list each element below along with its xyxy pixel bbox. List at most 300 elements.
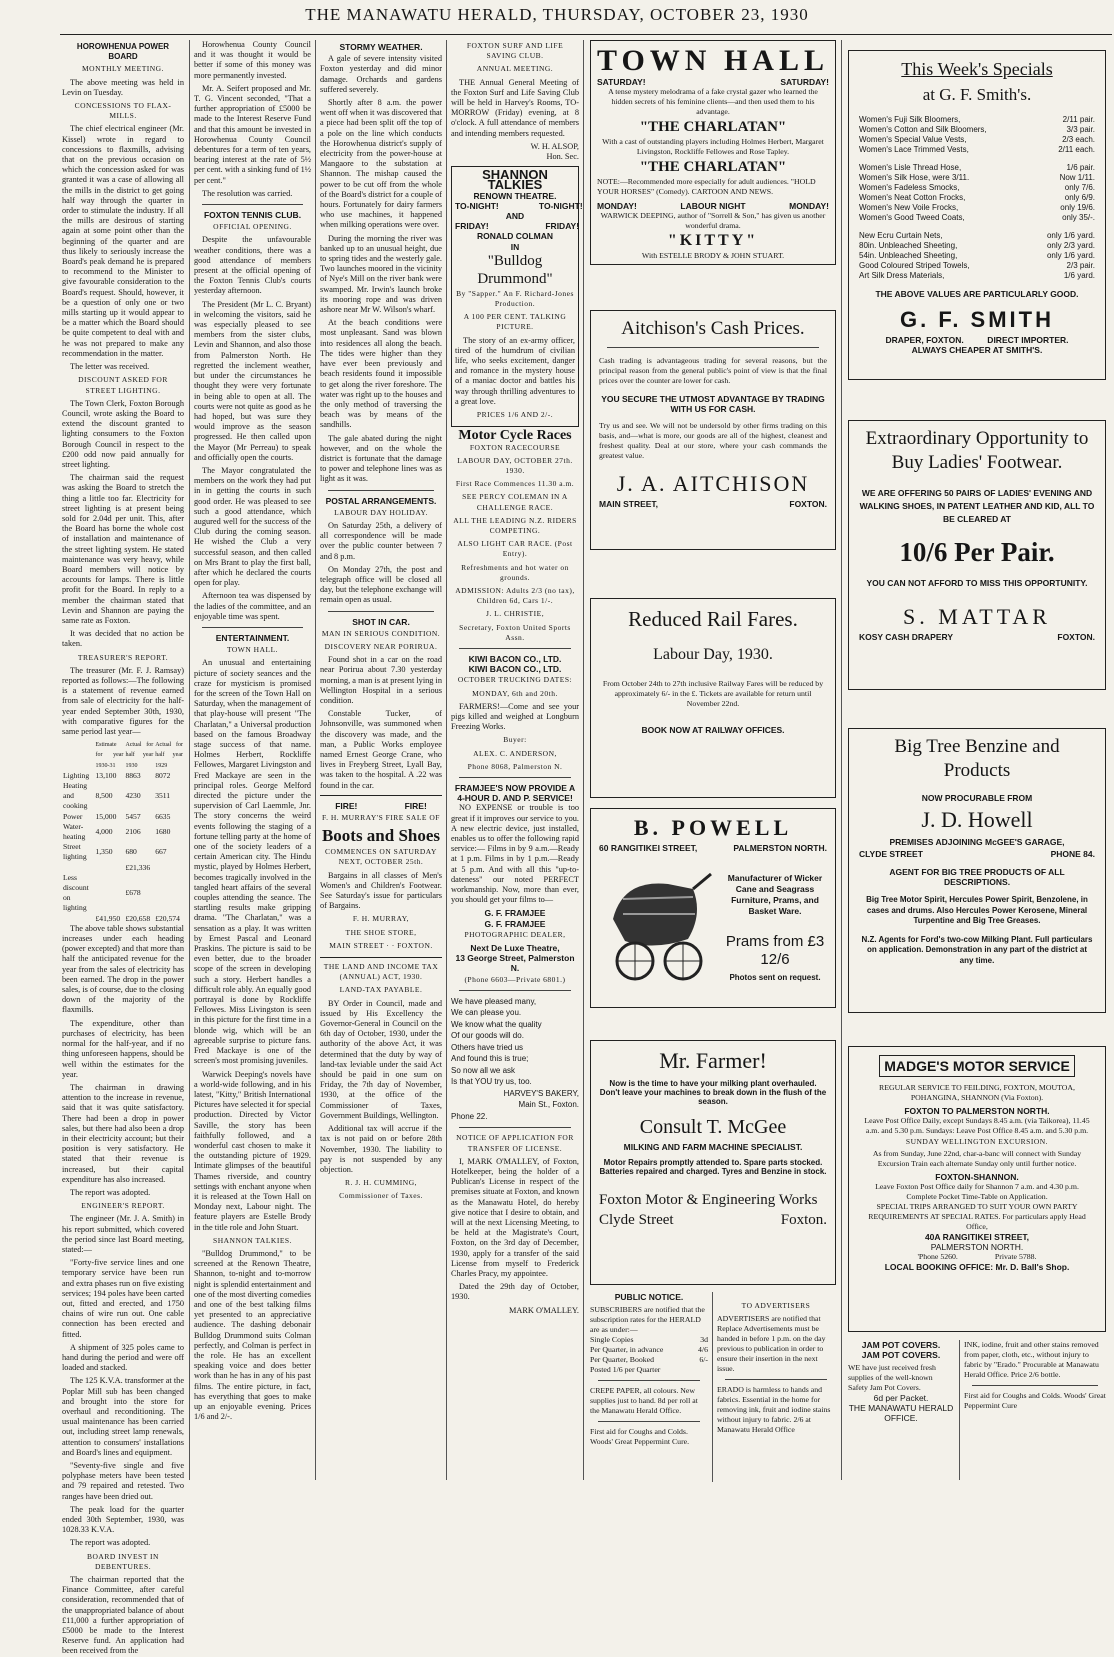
surf-heading: FOXTON SURF AND LIFE SAVING CLUB.	[466, 41, 564, 61]
pram-illustration	[603, 869, 715, 989]
public-body: SUBSCRIBERS are notified that the subscription rates for the HERALD are as under:—	[590, 1305, 705, 1334]
aitchison-bold: YOU SECURE THE UTMOST ADVANTAGE BY TRADING WITH US FOR CASH.	[601, 393, 825, 414]
paragraph: The President (Mr L. C. Bryant) in welcoming the visitors, said he was especially pleased to see members from the sister clubs, Levin and Shannon, and also those from Palmerston North. He regretted the inclement weather, but under the circumstances he thought they were very fortunate in being able to open at all. The courts were not quite as good as he had hoped, but was sure they would improve as the season progressed. He then called upon the Mayor (Mr Perreau) to speak and officially open the courts.	[194, 299, 311, 462]
rate-label: Per Quarter, Booked	[590, 1355, 654, 1364]
photos-note: Photos sent on request.	[729, 973, 821, 982]
aitchison-paragraph: Try us and see. We will not be undersold by other firms trading on this basis, and—what is more, our goods are all of the highest, cleanest and freshest quality. Deal at our store, where your cash commands the greatest value.	[599, 421, 827, 461]
list-item	[859, 183, 1095, 193]
table-cell: 4230	[125, 791, 141, 801]
paragraph: "Bulldog Drummond," to be screened at the Renown Theatre, Shannon, to-night and to-morrow night is splendid entertainment and one of the most diverting comedies and one of the best talking films yet presented to an appreciative audience. The dashing debonair Bulldog Drummond suits Colman perfectly, and Colman is perfect in the role. He has an excellent speaking voice and does better work than he has in any of his past films. The entire picture, in fact, has everything that goes to make up an enjoyable evening. Prices 1/6 and 2/-.	[194, 1248, 311, 1422]
revenue-table	[62, 740, 184, 924]
shannon-in: IN	[510, 241, 520, 252]
mc-admission: ADMISSION: Adults 2/3 (no tax), Children 6d, Cars 1/-.	[455, 585, 575, 606]
shannon-star: RONALD COLMAN	[476, 231, 554, 242]
headline-entertainment: ENTERTAINMENT.	[215, 632, 290, 643]
shannon-friday: FRIDAY! FRIDAY!	[455, 221, 580, 232]
howell-products: Big Tree Motor Spirit, Hercules Power Spirit, Benzolene, in cases and drums. Also Hercules Power Kerosene, Mineral Turpentine and Big Tree Greases.	[866, 895, 1088, 925]
mr-farmer-ad	[590, 1040, 836, 1285]
fire-big-title: Boots and Shoes	[321, 826, 441, 846]
paragraph: The Mayor congratulated the members on the work they had put in in getting the courts in such good order. He was pleased to see such a good attendance, which augured well for the success of the Club during the coming season. He wished the Club a very successful season, and then called on Mrs Brant to play the first ball, after which he declared the courts open for play.	[194, 465, 311, 588]
fire-sale-line: F. H. MURRAY'S FIRE SALE OF	[322, 813, 440, 823]
consult-mcgee: Consult T. McGee	[639, 1116, 787, 1138]
table-cell: £41,950	[95, 913, 121, 923]
table-cell: 2106	[125, 826, 141, 836]
madge-local: LOCAL BOOKING OFFICE: Mr. D. Ball's Shop.	[884, 1262, 1070, 1272]
erado-note: ERADO is harmless to hands and fabrics. Essential in the home for removing ink, fruit and iodine stains without injury to fabric. 2/6 at Manawatu Herald Office	[717, 1385, 831, 1434]
charlatan-title: "THE CHARLATAN"	[639, 119, 787, 135]
shannon-by: By "Sapper." An F. Richard-Jones Production.	[456, 288, 574, 309]
big-tree-title: Big Tree Benzine and Products	[894, 736, 1060, 781]
powell-address-2: PALMERSTON NORTH.	[733, 843, 827, 853]
mc-start: First Race Commences 11.30 a.m.	[455, 479, 575, 489]
list-item	[859, 125, 1095, 135]
prams-price: Prams from £3 12/6	[725, 933, 825, 968]
subhead-town-hall: TOWN HALL.	[226, 645, 279, 655]
table-cell: 15,000	[95, 811, 117, 821]
table-cell: 3511	[155, 791, 171, 801]
table-cell: 8863	[125, 770, 141, 780]
mc-venue: FOXTON RACECOURSE	[469, 442, 561, 452]
town-hall-blurb: A tense mystery melodrama of a fake crystal gazer who learned the hidden secrets of his feminine clients—and then used them to his advantage.	[608, 87, 818, 116]
rail-title: Reduced Rail Fares.	[628, 607, 798, 631]
tax-subheading: LAND-TAX PAYABLE.	[339, 985, 423, 995]
table-cell	[154, 863, 184, 873]
fire-address: MAIN STREET · · FOXTON.	[329, 940, 433, 950]
column-1	[62, 40, 184, 1656]
mattar-miss: YOU CAN NOT AFFORD TO MISS THIS OPPORTUNITY.	[866, 578, 1088, 588]
paragraph: On Saturday 25th, a delivery of all correspondence will be made over the public counter between 7 and 8 p.m.	[320, 520, 442, 561]
mc-percy: SEE PERCY COLEMAN IN A CHALLENGE RACE.	[462, 492, 568, 512]
paragraph: A shipment of 325 poles came to hand during the period and were off loaded and stacked.	[62, 1342, 184, 1373]
table-cell	[94, 863, 124, 873]
mattar-shop: KOSY CASH DRAPERY	[859, 632, 953, 642]
table-cell: Street lighting	[63, 842, 87, 862]
table-row	[62, 863, 184, 873]
headline-power-board: HOROWHENUA POWER BOARD	[76, 42, 170, 62]
paragraph: FARMERS!—Come and see your pigs killed and weighed at Longburn Freezing Works.	[451, 701, 579, 732]
paragraph: Found shot in a car on the road near Porirua about 7.30 yesterday morning, a man is at present lying in Wellington Hospital in a serious condition.	[320, 655, 442, 705]
divider	[459, 777, 571, 778]
madge-special: SPECIAL TRIPS ARRANGED TO SUIT YOUR OWN PARTY REQUIREMENTS AT SPECIAL RATES. For particulars apply Head Office,	[868, 1202, 1086, 1231]
works-town: Foxton.	[780, 1212, 827, 1228]
table-cell: £20,574	[155, 913, 180, 923]
item-name: Women's Special Value Vests,	[859, 135, 967, 144]
surf-role: Hon. Sec.	[546, 152, 579, 162]
headline-shot: SHOT IN CAR.	[352, 616, 410, 627]
item-price: 3/3 pair.	[1066, 125, 1095, 134]
paragraph: On Monday 27th, the post and telegraph office will be closed all day, but the telephone exchange will remain open as usual.	[320, 564, 442, 605]
mattar-town: FOXTON.	[1057, 632, 1095, 642]
list-item	[859, 145, 1095, 155]
table-cell: 6635	[155, 811, 171, 821]
jam-office: THE MANAWATU HERALD OFFICE.	[848, 1403, 954, 1423]
table-cell: £20,658	[125, 913, 151, 923]
item-name: Good Coloured Striped Towels,	[859, 261, 970, 270]
shannon-tonight: TO-NIGHT! TO-NIGHT!	[455, 200, 583, 211]
divider	[598, 1380, 700, 1381]
kiwi-buyer: Buyer:	[503, 735, 527, 745]
big-tree-ad	[848, 728, 1106, 1013]
mattar-price: 10/6 Per Pair.	[899, 537, 1055, 567]
table-cell: 667	[155, 847, 167, 857]
table-row	[62, 812, 184, 822]
table-header-row	[62, 740, 184, 771]
masthead-title: THE MANAWATU HERALD, THURSDAY, OCTOBER 23, 1930	[305, 5, 809, 24]
fire-sale-ad	[320, 795, 442, 958]
subhead-engineer: ENGINEER'S REPORT.	[81, 1201, 165, 1211]
tax-signature: R. J. H. CUMMING,	[344, 1178, 418, 1188]
column-rule	[959, 1340, 960, 1480]
mattar-title: Extraordinary Opportunity to Buy Ladies' Footwear.	[865, 428, 1089, 473]
paragraph: The above table shows substantial increases under each heading (power excepted) and that more than half the anticipated revenue for the year from the sales of electricity has been earned. The drop in the power sales, is of course, due to the closing down of the majority of the flaxmills.	[62, 923, 184, 1015]
specials-ad	[848, 50, 1106, 380]
paragraph: The peak load for the quarter ended 30th September, 1930, was 1028.33 K.V.A.	[62, 1504, 184, 1535]
motor-cycle-title: Motor Cycle Races	[458, 428, 572, 444]
madge-times-1: Leave Post Office Daily, except Sundays 8.45 a.m. (via Taikorea), 11.45 a.m. and 5.30 p.m. Sundays: Leave Post Office 8.45 a.m. and 5.30 p.m.	[864, 1116, 1090, 1135]
masthead-rule	[60, 34, 1112, 35]
headline-storm: STORMY WEATHER.	[339, 42, 423, 52]
rate-value: 3d	[700, 1335, 708, 1344]
specials-list-1	[859, 115, 1095, 155]
paragraph: Bargains in all classes of Men's Women's and Children's Footwear. See Saturday's issue for particulars of Bargains.	[320, 870, 442, 911]
column-rule	[189, 40, 190, 1480]
howell-premises: PREMISES ADJOINING McGEE'S GARAGE,	[889, 837, 1065, 847]
mc-date: LABOUR DAY, OCTOBER 27th. 1930.	[457, 455, 573, 475]
smith-tag: DRAPER, FOXTON. DIRECT IMPORTER.	[885, 335, 1069, 345]
specials-subtitle: at G. F. Smith's.	[922, 85, 1032, 104]
fire-date: COMMENCES ON SATURDAY NEXT, OCTOBER 25th.	[325, 847, 437, 867]
mattar-offer: WE ARE OFFERING 50 PAIRS OF LADIES' EVENING AND WALKING SHOES, IN PATENT LEATHER AND KID, ALL TO BE CLEARED AT	[859, 488, 1095, 524]
powell-title: B. POWELL	[633, 815, 793, 840]
paragraph: Warwick Deeping's novels have a world-wide following, and in his latest, "Kitty," British International Pictures have selected it for special production. Directed by Victor Saville, the story has been faithfully followed, and a wonderful cast chosen to make it the outstanding picture of 1929. Intimate glimpses of the beautiful Thames riverside, and country settings with enchant anyone when it is released at the Town Hall on Monday next, Labour night. The feature players are Estelle Brody in the title role and John Stuart.	[194, 1069, 311, 1232]
subhead-discount: DISCOUNT ASKED FOR STREET LIGHTING.	[78, 375, 168, 395]
specials-title: This Week's Specials	[901, 59, 1053, 79]
rate-label: Per Quarter, in advance	[590, 1345, 664, 1354]
deeping-line: WARWICK DEEPING, author of "Sorrell & Son," has given us another wonderful drama.	[600, 211, 826, 230]
farmer-services: Motor Repairs promptly attended to. Spare parts stocked. Batteries repaired and charged. Tyres and Benzine in stock.	[599, 1158, 827, 1176]
item-price: only 35/-.	[1062, 213, 1095, 222]
table-cell	[94, 873, 124, 914]
item-price: only 7/6.	[1064, 183, 1095, 192]
ink-stains-ad	[964, 1340, 1106, 1480]
jam-heading: JAM POT COVERS.	[861, 1350, 941, 1360]
kiwi-dates-heading: OCTOBER TRUCKING DATES:	[457, 675, 573, 685]
list-item	[859, 193, 1095, 203]
shannon-renown: RENOWN THEATRE.	[473, 190, 557, 201]
mc-refresh: Refreshments and hot water on grounds.	[461, 562, 569, 582]
item-name: Women's Lace Trimmed Vests,	[859, 145, 969, 154]
advertisers-notice	[717, 1300, 835, 1480]
table-header: Actual for half year 1929	[155, 742, 183, 769]
paragraph: An unusual and entertaining picture of society seances and the craze for mysticism is promised for the screen of the Town Hall on Saturday, when the management of that play-house will present "The Charlatan," a Universal production based on the famous Broadway stage success of that name. Holmes Herbert, Rockliffe Fellowes, Margaret Livingston and Fred Mackaye are seen in the principal roles. George Melford directed the picture under the supervision of Carl Laemmle, Jnr. The story concerns the weird events following the staging of a fortune telling party at the home of one of the society leaders of a certain American city. The Hindu mystic, played by Holmes Herbert, becomes tragically involved in the tangled heart affairs of the several couples attending the seance. The startling results make gripping drama. "The Charlatan," was a sensation as a play. It was written by Ernest Pascal and Leonard Praskins. The picture is said to be even better, due to the broader scope of the screen in developing such a story. Herbert handles a difficult role ably. An equally good portrayal is done by Rockliffe Fellowes. Miss Livingston is seen in this picture for the first time in a blonde wig, which will be an agreeable surprise to picture fans. Fred Mackaye is one of the screen's most promising juveniles.	[194, 658, 311, 1066]
divider	[607, 347, 819, 348]
paragraph: The engineer (Mr. J. A. Smith) in his report submitted, which covered the period since last Board meeting, stated:—	[62, 1214, 184, 1254]
howell-name: J. D. Howell	[921, 807, 1033, 832]
item-name: Women's Fadeless Smocks,	[859, 183, 960, 192]
item-name: 54in. Unbleached Sheeting,	[859, 251, 958, 260]
paragraph: The story of an ex-army officer, tired of the humdrum of civilian life, who seeks excitement, danger and romance in the mystery house of a maniac doctor and battles his way through thrilling adventures to a great love.	[455, 335, 575, 406]
table-cell: 1680	[155, 826, 171, 836]
paragraph: The resolution was carried.	[202, 188, 293, 198]
paragraph: The Town Clerk, Foxton Borough Council, wrote asking the Board to extend the discount granted to lighting consumers to the Foxton Borough Council in respect to the £200 odd now paid annually for street lighting.	[62, 398, 184, 469]
madge-timetable: Complete Pocket Time-Table on Application.	[906, 1192, 1048, 1201]
advertisers-title: TO ADVERTISERS	[741, 1301, 811, 1310]
jam-heading: JAM POT COVERS.	[861, 1340, 941, 1350]
paragraph: The chairman reported that the Finance Committee, after careful consideration, recommended that of the unappropriated balance of about £11,000 a further appropriation of £5000 be made to the Interest Reserve fund. An application had been received from the	[62, 1575, 184, 1656]
column-4	[451, 40, 583, 1480]
rail-fares-ad	[590, 598, 836, 798]
item-price: only 1/6 yard.	[1046, 231, 1095, 240]
list-item	[859, 163, 1095, 173]
bakery-line: Others have tried us	[451, 1042, 524, 1052]
ink-body: INK, iodine, fruit and other stains removed from paper, cloth, etc., without injury to fabric by "Erado." Procurable at Manawatu Herald Office. Price 2/6 bottle.	[964, 1340, 1099, 1379]
item-name: Women's New Voile Frocks,	[859, 203, 959, 212]
rate-label: Single Copies	[590, 1335, 634, 1344]
powell-ad	[590, 808, 836, 1008]
item-price: 2/3 each.	[1062, 135, 1095, 144]
madge-heading-3: FOXTON-SHANNON.	[935, 1172, 1019, 1182]
divider	[972, 1385, 1098, 1386]
paragraph: The above meeting was held in Levin on Tuesday.	[62, 77, 184, 97]
table-header: Actual for half year 1930	[125, 742, 154, 769]
column-rule	[841, 40, 842, 1480]
bakery-line: We have pleased many,	[451, 996, 537, 1006]
paragraph: Mr. A. Seifert proposed and Mr. T. G. Vincent seconded, "That a further appropriation of £5000 be made to the Interest Reserve Fund and that this amount be invested in Horowhenua County Council debentures for a term of ten years, bearing interest at the rate of 5½ per cent. with a sinking fund of 1½ per cent."	[194, 83, 311, 185]
tax-role: Commissioner of Taxes.	[339, 1191, 423, 1201]
item-name: Art Silk Dress Materials,	[859, 271, 945, 280]
town-hall-title: TOWN HALL	[597, 44, 829, 77]
subhead-invest: BOARD INVEST IN DEBENTURES.	[87, 1551, 159, 1571]
paragraph: I, MARK O'MALLEY, of Foxton, Hotelkeeper, being the holder of a Publican's License in respect of the premises situate at Foxton, and known as the Manawatu Hotel, do hereby give notice that I desire to obtain, and will at the next Licensing Meeting, to be held at the Magistrate's Court, Foxton, on the 3rd day of December, 1930, apply for a transfer of the said License from myself to Frederick Charles Pracy, my appointee.	[451, 1156, 579, 1278]
specials-list-2	[859, 163, 1095, 223]
bakery-line: So now all we ask	[451, 1065, 516, 1075]
paragraph: THE Annual General Meeting of the Foxton Surf and Life Saving Club will be held in Harvey's Rooms, TO-MORROW (Friday) evening, at 8 o'clock. A full attendance of members and intending members requested.	[451, 77, 579, 138]
paragraph: Afternoon tea was dispensed by the ladies of the committee, and an enjoyable time was spent.	[194, 591, 311, 621]
table-cell: £21,336	[125, 862, 151, 872]
kiwi-phone: Phone 8068, Palmerston N.	[467, 761, 563, 771]
table-cell: 1,350	[95, 847, 113, 857]
saturday-right: SATURDAY!	[780, 77, 829, 87]
surf-signature: W. H. ALSOP,	[530, 141, 579, 151]
shannon-prices: PRICES 1/6 AND 2/-.	[476, 410, 554, 420]
paragraph: The gale abated during the night however, and on the whole the district is fortunate that the damage to power and telephone lines was as light as it was.	[320, 433, 442, 484]
charlatan-cast: With a cast of outstanding players including Holmes Herbert, Margaret Livingston, Rockliffe Fellowes and Rose Tapley.	[602, 137, 824, 156]
divider	[328, 611, 434, 612]
paragraph: The chief electrical engineer (Mr. Kissel) wrote in regard to concessions to flaxmills, advising that on the previous occasion on which the concession asked for was granted it was a case of allowing all the mills in the district to get going half way through the quarter in order to stimulate the industry. If all the mills are desirous of starting again at some point other than the beginning of the quarter and are thus likely to seriously increase the Board's peak demand he is prepared to recommend to the Minister to give favourable consideration to the Board's request. Should, however, it be a question of only one or two mills starting up it would appear to be a matter which the Board should be quite competent to deal with and he was not prepared to make any recommendation in the matter.	[62, 124, 184, 358]
shannon-talkies-ad	[451, 166, 583, 427]
kiwi-dates: MONDAY, 6th and 20th.	[472, 688, 558, 698]
table-cell: Lighting	[63, 770, 90, 780]
table-row	[62, 771, 184, 781]
advertisers-body: ADVERTISERS are notified that Replace Advertisements must be handed in before 1 p.m. on the day previous to publication in order to ensure their insertion in the next issue.	[717, 1314, 826, 1373]
madge-heading-1: FOXTON TO PALMERSTON NORTH.	[904, 1106, 1050, 1116]
paragraph: Shortly after 8 a.m. the power went off when it was discovered that a piece had been split off the top of a pole on the line which conducts the Horowhenua district's supply of electricity from the power-house at Mangaore to the substation at Shannon. The mishap caused the power to be cut off from the whole of the Board's district for a couple of hours. Fortunately for dairy farmers who use machines, it happened when milking operations were over.	[320, 98, 442, 230]
monday-right: MONDAY!	[789, 201, 829, 211]
rate-row	[590, 1335, 708, 1345]
framjee-address: 13 George Street, Palmerston N.	[455, 953, 575, 974]
subhead-opening: OFFICIAL OPENING.	[213, 222, 292, 232]
specials-list-3	[859, 231, 1095, 281]
item-price: only 19/6.	[1060, 203, 1095, 212]
table-header: Estimate for year 1930-31	[95, 742, 124, 769]
rate-row	[590, 1365, 708, 1375]
mc-car: ALSO LIGHT CAR RACE. (Post Entry).	[457, 539, 573, 559]
rate-row	[590, 1355, 708, 1365]
framjee-address: Next De Luxe Theatre,	[470, 943, 560, 954]
big-tree-now: NOW PROCURABLE FROM	[921, 793, 1033, 803]
aitchison-town: FOXTON.	[789, 499, 827, 510]
headline-postal: POSTAL ARRANGEMENTS.	[325, 495, 437, 506]
item-name: 80in. Unbleached Sheeting,	[859, 241, 958, 250]
town-hall-note: NOTE:—Recommended more especially for adult audiences. "HOLD YOUR HORSES" (Comedy). CARTOON AND NEWS.	[597, 177, 816, 196]
notice-signature: MARK O'MALLEY.	[508, 1305, 579, 1315]
item-name: Women's Cotton and Silk Bloomers,	[859, 125, 987, 134]
item-price: 1/6 yard.	[1063, 271, 1095, 280]
divider	[328, 490, 434, 491]
paragraph: "Forty-five service lines and one temporary service have been run and extra phases run on five existing services; 194 poles have been carted out, fitted and erected, and 1750 chains of wire run out. One cable connection has been erected and fitted.	[62, 1258, 184, 1339]
powell-description: Manufacturer of Wicker Cane and Seagrass Furniture, Prams, and Basket Ware.	[727, 873, 823, 916]
madge-heading-2: SUNDAY WELLINGTON EXCURSION.	[905, 1137, 1049, 1146]
list-item	[859, 173, 1095, 183]
paragraph: During the morning the river was banked up to an unusual height, due to spring tides and the westerly gale. Two launches moored in the vicinity of Nye's Mill on the river bank were swamped. Mr. Irwin's launch broke its mooring rope and was driven ashore near Mr W. Wilson's wharf.	[320, 233, 442, 315]
divider	[202, 204, 303, 205]
mc-signature: J. L. CHRISTIE,	[485, 609, 545, 619]
madge-title: MADGE'S MOTOR SERVICE	[879, 1055, 1075, 1077]
subhead-shannon: SHANNON TALKIES.	[213, 1235, 292, 1245]
list-item	[859, 203, 1095, 213]
mattar-name: S. MATTAR	[903, 604, 1051, 629]
paragraph: The report was adopted.	[70, 1538, 151, 1548]
table-row	[62, 873, 184, 914]
headline-tennis: FOXTON TENNIS CLUB.	[203, 210, 302, 221]
item-name: Women's Silk Hose, were 3/11.	[859, 173, 970, 182]
item-name: Women's Good Tweed Coats,	[859, 213, 965, 222]
paragraph: The expenditure, other than purchases of electricity, has been normal for the half-year, and if no thing unforeseen happens, should be well within the estimates for the year.	[62, 1018, 184, 1079]
divider	[725, 1379, 827, 1380]
column-2	[194, 40, 311, 1480]
paragraph: Constable Tucker, of Johnsonville, was summoned when the discovery was made, and the man, a Public Works employee named Ernest George Crane, who lives in Freyberg Street, Lyall Bay, was taken to the hospital. A .22 was found in the car.	[320, 709, 442, 790]
item-price: only 1/6 yard.	[1046, 251, 1095, 260]
bakery-line: We know what the quality	[451, 1019, 542, 1029]
table-cell: Power	[63, 811, 83, 821]
madge-town: PALMERSTON NORTH.	[930, 1242, 1024, 1252]
paragraph: BY Order in Council, made and issued by His Excellency the Governor-General in Council on the 6th day of October, 1930, under the authority of the above Act, it was determined that the duty by way of land-tax leviable under the said Act should be paid in one sum on Friday, the 7th day of November, 1930, at the office of the Commissioner of Taxes, Government Buildings, Wellington.	[320, 998, 442, 1120]
town-hall-ad	[590, 40, 836, 265]
farmer-title: Mr. Farmer!	[659, 1048, 767, 1073]
list-item	[859, 115, 1095, 125]
table-row	[62, 914, 184, 924]
howell-street: CLYDE STREET	[859, 849, 923, 859]
kitty-cast: With ESTELLE BRODY & JOHN STUART.	[641, 251, 785, 260]
item-name: Women's Neat Cotton Frocks,	[859, 193, 966, 202]
rate-row	[590, 1345, 708, 1355]
works-street: Clyde Street	[599, 1212, 674, 1228]
bakery-line: We can please you.	[451, 1008, 522, 1018]
rail-cta: BOOK NOW AT RAILWAY OFFICES.	[641, 725, 785, 735]
item-name: Women's Fuji Silk Bloomers,	[859, 115, 961, 124]
table-cell: 8,500	[95, 791, 113, 801]
paragraph: "Seventy-five single and five polyphase meters have been tested and 79 repaired and retested. Two ranges have been dried out.	[62, 1461, 184, 1501]
notice-heading: NOTICE OF APPLICATION FOR TRANSFER OF LICENSE.	[456, 1133, 574, 1153]
list-item	[859, 271, 1095, 281]
aitchison-title: Aitchison's Cash Prices.	[621, 318, 805, 339]
bakery-phone: Phone 22.	[451, 1111, 488, 1121]
table-cell: Heating and cooking	[63, 781, 88, 811]
harvey-bakery-ad	[451, 996, 579, 1123]
item-name: Women's Lisle Thread Hose,	[859, 163, 962, 172]
shannon-film: "Bulldog Drummond"	[477, 252, 553, 287]
table-cell	[62, 863, 94, 873]
smith-tag-2: ALWAYS CHEAPER AT SMITH'S.	[911, 345, 1043, 355]
monday-left: MONDAY!	[597, 201, 637, 211]
shannon-talking: A 100 PER CENT. TALKING PICTURE.	[463, 312, 567, 332]
column-rule	[315, 40, 316, 1480]
subhead-treasurer: TREASURER'S REPORT.	[77, 652, 169, 662]
column-rule	[712, 1292, 713, 1482]
rate-value: 6/-	[699, 1355, 708, 1364]
specials-note: THE ABOVE VALUES ARE PARTICULARLY GOOD.	[875, 289, 1079, 299]
table-cell	[154, 873, 184, 914]
jam-pot-ad	[848, 1340, 954, 1480]
list-item	[859, 241, 1095, 251]
table-cell: Water-heating	[63, 821, 86, 842]
framjee-dealer: PHOTOGRAPHIC DEALER,	[464, 929, 566, 939]
table-cell: 5457	[125, 811, 141, 821]
divider	[202, 627, 303, 628]
fire-store: THE SHOE STORE,	[345, 927, 417, 937]
column-3	[320, 40, 442, 1480]
table-cell: Less discount on lighting	[63, 872, 89, 913]
bakery-line: Is that YOU try us, too.	[451, 1077, 532, 1087]
crepe-paper: CREPE PAPER, all colours. New supplies just to hand. 8d per roll at the Manawatu Herald Office.	[590, 1386, 698, 1415]
aitchison-ad	[590, 310, 836, 550]
table-cell: £678	[125, 888, 141, 898]
item-price: only 6/9.	[1064, 193, 1095, 202]
shannon-title: SHANNON TALKIES	[482, 167, 548, 193]
rate-value: 4/6	[698, 1345, 708, 1354]
paragraph: The report was adopted.	[70, 1187, 151, 1197]
subhead-porirua: DISCOVERY NEAR PORIRUA.	[324, 641, 438, 651]
table-cell: 8072	[155, 770, 171, 780]
fire-title: FIRE! FIRE!	[335, 800, 427, 811]
madge-excursion: As from Sunday, June 22nd, char-a-banc will connect with Sunday Excursion Train each alternate Sunday only until further notice.	[872, 1149, 1082, 1168]
divider	[459, 1127, 571, 1128]
divider	[459, 990, 571, 991]
subhead-serious: MAN IN SERIOUS CONDITION.	[321, 628, 441, 638]
paragraph: The treasurer (Mr. F. J. Ramsay) reported as follows:—The following is a statement of revenue earned from sale of electricity for the half-year ended September 30th, 1930, with comparative figures for the same period last year—	[62, 665, 184, 736]
fire-signature: F. H. MURRAY,	[352, 914, 410, 924]
shannon-and: AND	[505, 211, 525, 222]
table-cell: 680	[125, 847, 137, 857]
rate-label: Posted 1/6 per Quarter	[590, 1365, 661, 1374]
paragraph: At the beach conditions were most unpleasant. Sand was blown into residences all along the beach. The tides were higher than they have ever been previously and beach residents found it impossible to get along the river foreshore. The water was right up to the houses and the only method of traversing the beach was by means of the sandhills.	[320, 318, 442, 430]
item-price: Now 1/11.	[1059, 173, 1095, 182]
list-item	[859, 213, 1095, 223]
framjee-name: G. F. FRAMJEE	[484, 918, 546, 929]
labour-night: LABOUR NIGHT	[680, 201, 746, 211]
paragraph: Despite the unfavourable weather conditions, there was a good attendance of members present at the official opening of the Foxton Tennis Club's courts yesterday afternoon.	[194, 235, 311, 296]
kiwi-name: ALEX. C. ANDERSON,	[473, 748, 557, 758]
aitchison-name: J. A. AITCHISON	[616, 471, 810, 497]
item-price: 1/6 pair.	[1066, 163, 1095, 172]
rail-body: From October 24th to 27th inclusive Railway Fares will be reduced by approximately 6/- in the £. Tickets are available for return until November 22nd.	[602, 679, 824, 708]
table-cell	[62, 914, 94, 924]
item-price: only 2/3 yard.	[1046, 241, 1095, 250]
saturday-left: SATURDAY!	[597, 77, 646, 87]
column-rule	[446, 40, 447, 1480]
paragraph: The chairman in drawing attention to the increase in revenue, said that it was quite satisfactory. There had been a drop in power sales, but there had also been a drop in their electricity account; but their position is very satisfactory. He stated that their revenue is increased, but their capital expenditure has also increased.	[62, 1082, 184, 1184]
jam-body: WE have just received fresh supplies of the well-known Safety Jam Pot Covers.	[848, 1363, 936, 1392]
